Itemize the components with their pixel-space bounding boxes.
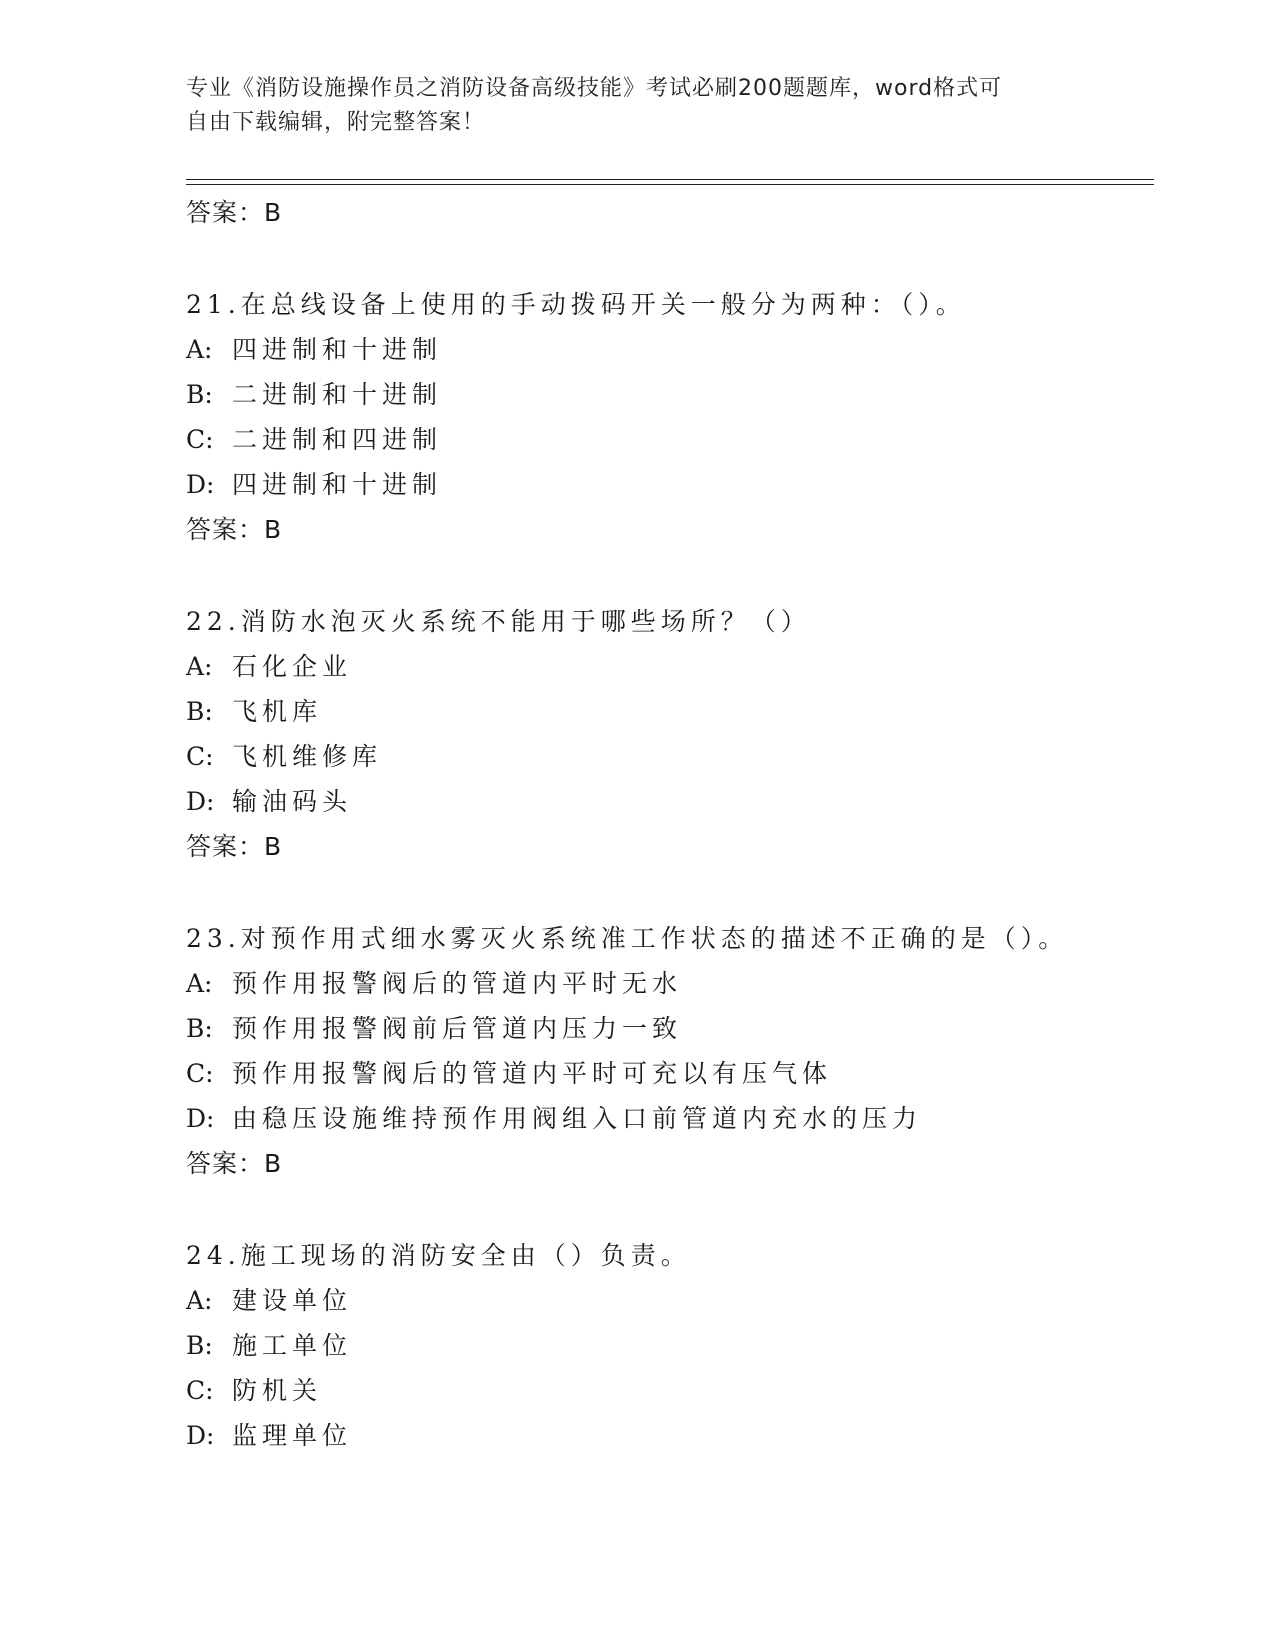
option-text: 输油码头: [232, 787, 353, 816]
option-text: 预作用报警阀后的管道内平时无水: [232, 969, 683, 998]
option-letter: C:: [186, 425, 214, 454]
option-a: [186, 644, 1146, 689]
option-a: [186, 961, 1146, 1006]
option-d: [186, 779, 1146, 824]
option-text: 施工单位: [232, 1331, 353, 1360]
option-text: 由稳压设施维持预作用阀组入口前管道内充水的压力: [232, 1104, 923, 1133]
option-d: [186, 462, 1146, 507]
document-header: [186, 72, 1086, 140]
option-letter: A:: [186, 652, 213, 681]
question-item: [186, 916, 1146, 1186]
option-b: [186, 372, 1146, 417]
header-rule-top: [186, 179, 1154, 180]
question-text: 22.消防水泡灭火系统不能用于哪些场所？（）: [186, 607, 811, 636]
answer-line: 答案：B: [186, 832, 283, 861]
option-text: 监理单位: [232, 1421, 353, 1450]
option-letter: D:: [186, 1421, 215, 1450]
option-letter: D:: [186, 787, 215, 816]
option-d: [186, 1096, 1146, 1141]
option-text: 预作用报警阀前后管道内压力一致: [232, 1014, 683, 1043]
question-list: [186, 190, 1146, 1458]
option-letter: C:: [186, 1376, 214, 1405]
option-letter: A:: [186, 1286, 213, 1315]
option-text: 飞机库: [232, 697, 323, 726]
option-letter: C:: [186, 1059, 214, 1088]
option-text: 防机关: [232, 1376, 323, 1405]
option-letter: A:: [186, 969, 213, 998]
option-b: [186, 689, 1146, 734]
option-c: [186, 1051, 1146, 1096]
option-letter: D:: [186, 470, 215, 499]
question-text: 24.施工现场的消防安全由（）负责。: [186, 1241, 691, 1270]
option-text: 飞机维修库: [232, 742, 383, 771]
question-item: [186, 1233, 1146, 1458]
answer-line: 答案：B: [186, 515, 283, 544]
option-text: 四进制和十进制: [232, 470, 443, 499]
option-c: [186, 417, 1146, 462]
header-line-2: 自由下载编辑，附完整答案！: [186, 110, 486, 135]
option-text: 二进制和十进制: [232, 380, 443, 409]
option-letter: B:: [186, 697, 213, 726]
option-text: 建设单位: [232, 1286, 353, 1315]
option-text: 二进制和四进制: [232, 425, 443, 454]
option-text: 预作用报警阀后的管道内平时可充以有压气体: [232, 1059, 833, 1088]
answer-line: 答案：B: [186, 1149, 283, 1178]
header-rule-bottom: [186, 184, 1154, 185]
option-c: [186, 1368, 1146, 1413]
option-letter: C:: [186, 742, 214, 771]
option-d: [186, 1413, 1146, 1458]
option-b: [186, 1323, 1146, 1368]
option-b: [186, 1006, 1146, 1051]
question-item: [186, 599, 1146, 869]
answer-line: 答案：B: [186, 198, 283, 227]
option-letter: B:: [186, 1331, 213, 1360]
option-letter: A:: [186, 335, 213, 364]
option-a: [186, 1278, 1146, 1323]
question-item: [186, 282, 1146, 552]
option-text: 四进制和十进制: [232, 335, 443, 364]
question-text: 23.对预作用式细水雾灭火系统准工作状态的描述不正确的是（）。: [186, 924, 1069, 953]
option-letter: B:: [186, 1014, 213, 1043]
option-text: 石化企业: [232, 652, 353, 681]
option-c: [186, 734, 1146, 779]
option-letter: B:: [186, 380, 213, 409]
question-text: 21.在总线设备上使用的手动拨码开关一般分为两种：（）。: [186, 290, 966, 319]
header-line-1: 专业《消防设施操作员之消防设备高级技能》考试必刷200题题库，word格式可: [186, 76, 1003, 101]
option-letter: D:: [186, 1104, 215, 1133]
option-a: [186, 327, 1146, 372]
